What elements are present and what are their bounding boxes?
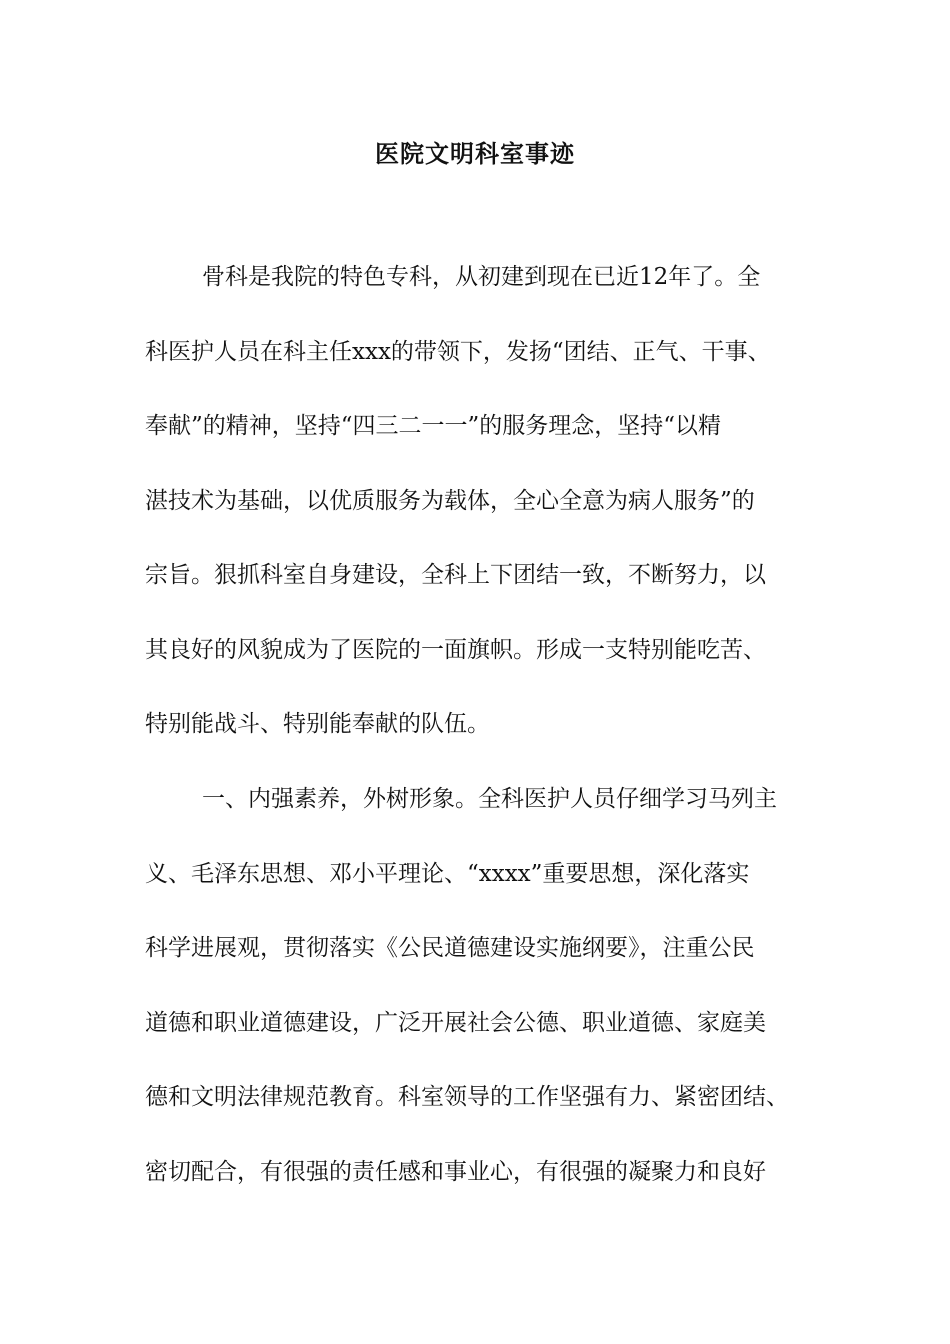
paragraph-line: 义、毛泽东思想、邓小平理论、“xxxx”重要思想，深化落实 xyxy=(145,861,750,887)
paragraph-line: 宗旨。狠抓科室自身建设，全科上下团结一致，不断努力，以 xyxy=(145,562,766,588)
paragraph-line: 德和文明法律规范教育。科室领导的工作坚强有力、紧密团结、 xyxy=(145,1084,789,1110)
paragraph-line: 其良好的风貌成为了医院的一面旗帜。形成一支特别能吃苦、 xyxy=(145,637,766,663)
paragraph-line: 科医护人员在科主任xxx的带领下，发扬“团结、正气、干事、 xyxy=(145,339,771,365)
paragraph-line: 特别能战斗、特别能奉献的队伍。 xyxy=(145,711,490,737)
paragraph-line: 一、内强素养，外树形象。全科医护人员仔细学习马列主 xyxy=(202,786,777,812)
paragraph-line: 奉献”的精神，坚持“四三二一一”的服务理念，坚持“以精 xyxy=(145,413,722,439)
paragraph-line: 骨科是我院的特色专科，从初建到现在已近12年了。全 xyxy=(202,264,761,290)
paragraph-line: 密切配合，有很强的责任感和事业心，有很强的凝聚力和良好 xyxy=(145,1159,766,1185)
paragraph-line: 科学进展观，贯彻落实《公民道德建设实施纲要》，注重公民 xyxy=(145,935,755,961)
paragraph-line: 湛技术为基础，以优质服务为载体，全心全意为病人服务”的 xyxy=(145,488,755,514)
paragraph-line: 道德和职业道德建设，广泛开展社会公德、职业道德、家庭美 xyxy=(145,1010,766,1036)
document-title: 医院文明科室事迹 xyxy=(375,139,575,168)
